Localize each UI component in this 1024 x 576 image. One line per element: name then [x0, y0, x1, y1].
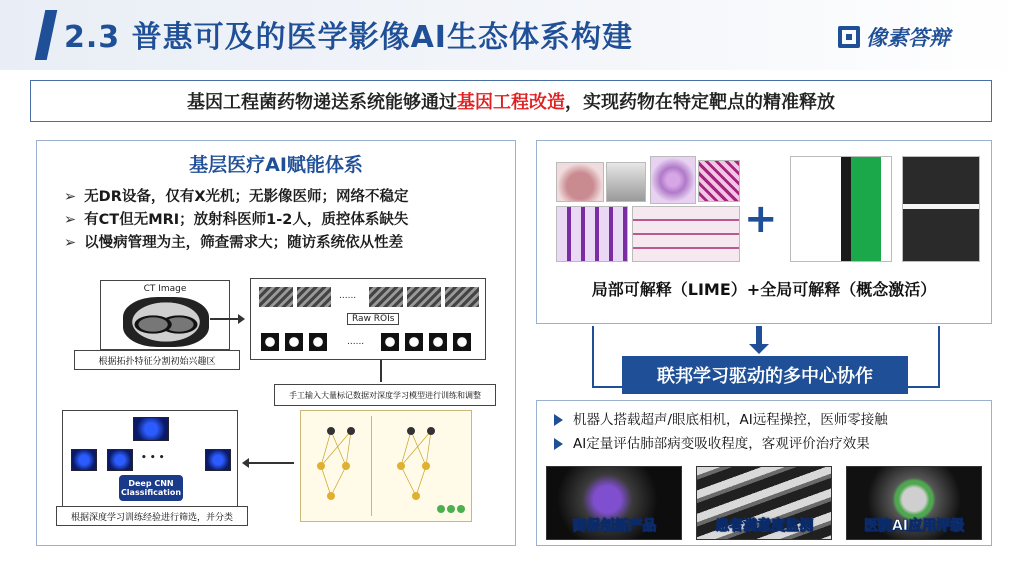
- arrow-down-icon: [749, 344, 769, 354]
- screen-patient-satisfaction: [696, 466, 832, 540]
- raw-rois-label: Raw ROIs: [347, 313, 399, 325]
- screen-insurance-product: [546, 466, 682, 540]
- step3-caption: 根据深度学习训练经验进行筛选，并分类: [56, 506, 248, 526]
- cell-thumb: [650, 156, 696, 204]
- banner-highlight: 基因工程改造: [457, 92, 565, 113]
- roi-mask: [285, 333, 303, 351]
- roi-mask: [453, 333, 471, 351]
- arrow-net-to-cnn: [248, 462, 294, 464]
- echo-thumb: [902, 156, 980, 262]
- banner-text-after: ，实现药物在特定靶点的精准释放: [565, 92, 835, 113]
- ct-image-box: [100, 280, 230, 350]
- application-bullet-2: AI定量评估肺部病变吸收程度，客观评价治疗效果: [554, 432, 888, 456]
- network-graph: [301, 411, 471, 521]
- cnn-dots: • • •: [141, 453, 165, 463]
- training-network-diagram: [300, 410, 472, 522]
- arrow-head-icon: [238, 314, 245, 324]
- left-bullet-list: [64, 186, 409, 255]
- brand-logo: [838, 22, 950, 52]
- arrow-ct-to-rois: [210, 318, 240, 320]
- screen-label-1: 商保创新产品: [572, 518, 656, 534]
- tissue-thumb: [698, 160, 740, 202]
- histology-thumb: [556, 162, 604, 202]
- roi-tile: [297, 287, 331, 307]
- interpretability-caption: 局部可解释（LIME）+全局可解释（概念激活）: [540, 274, 988, 302]
- roi-mask: [381, 333, 399, 351]
- step2-caption: 手工输入大量标记数据对深度学习模型进行训练和调整: [274, 384, 496, 406]
- left-bullet-3: ➢ 以慢病管理为主，筛查需求大；随访系统依从性差: [64, 232, 409, 255]
- roi-tile: [407, 287, 441, 307]
- roi-mask: [261, 333, 279, 351]
- roi-tile: [259, 287, 293, 307]
- feature-map: [133, 417, 169, 441]
- application-bullet-1: 机器人搭载超声/眼底相机，AI远程操控，医师零接触: [554, 408, 888, 432]
- roi-mask: [405, 333, 423, 351]
- lime-flow-diagram: [632, 206, 740, 262]
- rois-ellipsis-top: ......: [339, 291, 357, 301]
- logo-mark-icon: [838, 26, 860, 48]
- roi-tile: [369, 287, 403, 307]
- arrow-left-icon: [242, 458, 249, 468]
- roi-tile: [445, 287, 479, 307]
- screen-label-3: 医院AI应用评级: [863, 518, 965, 534]
- raw-rois-box: [250, 278, 486, 360]
- cnn-classification-node: Deep CNN Classification: [119, 475, 183, 501]
- federated-learning-label: 联邦学习驱动的多中心协作: [622, 356, 908, 394]
- logo-text: 像素答辩: [866, 26, 950, 50]
- banner-text-before: 基因工程菌药物递送系统能够通过: [187, 92, 457, 113]
- screen-label-2: 患者满意度监测: [715, 518, 813, 534]
- concept-activation-figure: [790, 156, 892, 262]
- arrow-rois-down: [380, 360, 382, 382]
- device-thumb: [606, 162, 646, 202]
- summary-banner: [30, 80, 992, 122]
- rois-ellipsis-bottom: ......: [347, 337, 365, 347]
- step1-caption: 根据拓扑特征分割初始兴趣区: [74, 350, 240, 370]
- cnn-box: [62, 410, 238, 508]
- left-bullet-2: ➢ 有CT但无MRI；放射科医师1-2人，质控体系缺失: [64, 209, 409, 232]
- plus-icon: +: [744, 196, 778, 242]
- left-bullet-1: ➢ 无DR设备，仅有X光机；无影像医师；网络不稳定: [64, 186, 409, 209]
- application-bullet-list: [554, 408, 888, 456]
- page-title: 2.3 普惠可及的医学影像AI生态体系构建: [64, 20, 633, 55]
- screen-hospital-ai-rating: [846, 466, 982, 540]
- roi-mask: [429, 333, 447, 351]
- feature-map: [205, 449, 231, 471]
- left-panel-title: 基层医疗AI赋能体系: [189, 154, 363, 176]
- federated-arrow-stem: [756, 326, 762, 346]
- ct-scan-image: [123, 297, 209, 347]
- roi-mask: [309, 333, 327, 351]
- ct-image-label: CT Image: [143, 284, 187, 294]
- feature-map: [71, 449, 97, 471]
- feature-map: [107, 449, 133, 471]
- lime-patch-grid: [556, 206, 628, 262]
